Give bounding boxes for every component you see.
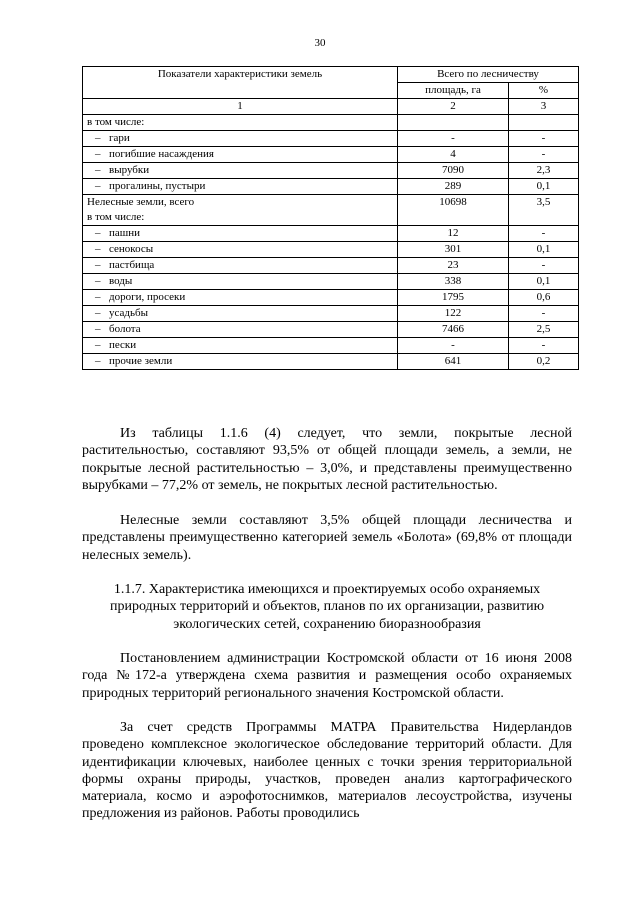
table-row (83, 195, 579, 226)
percent-cell: 0,1 (509, 179, 579, 195)
row-label-cell (83, 195, 398, 226)
area-cell: - (398, 338, 509, 354)
area-cell: 23 (398, 258, 509, 274)
area-cell: 122 (398, 306, 509, 322)
row-label: пески (109, 339, 137, 351)
row-label-cell (83, 354, 398, 370)
percent-cell: - (509, 226, 579, 242)
table-header-row (83, 67, 579, 83)
percent-cell: 2,5 (509, 322, 579, 338)
row-label: сенокосы (109, 243, 154, 255)
row-label: погибшие насаждения (109, 148, 214, 160)
paragraph-3: Постановлением администрации Костромской области от 16 июня 2008 года №172-а утверждена схема развития и размещения особо охраняемых природных территорий регионального значения Костромской области. (82, 651, 572, 701)
row-label: в том числе: (87, 116, 145, 128)
row-label: болота (109, 323, 141, 335)
row-label: прочие земли (109, 355, 173, 367)
area-cell: - (398, 131, 509, 147)
dash-marker: – (95, 323, 101, 335)
percent-cell: 3,5 (509, 195, 579, 226)
paragraph-4: За счет средств Программы МАТРА Правительства Нидерландов проведено комплексное экологическое обследование территорий области. Для идентификации ключевых, наиболее ценных с точки зрения территориальной формы охраны природы, участков, проведен анализ картографического материала, космо и аэрофотоснимков, материалов лесоустройства, изучены предложения из районов. Работы проводились (82, 720, 572, 822)
paragraph-2: Нелесные земли составляют 3,5% общей площади лесничества и представлены преимущественно категорией земель «Болота» (69,8% от площади нелесных земель). (82, 513, 572, 563)
dash-marker: – (95, 307, 101, 319)
row-label-cell (83, 242, 398, 258)
row-label-continued: в том числе: (87, 211, 145, 223)
table-row (83, 242, 579, 258)
row-label: пастбища (109, 259, 155, 271)
table-row (83, 290, 579, 306)
header-percent: % (509, 83, 579, 99)
percent-cell: 0,1 (509, 242, 579, 258)
percent-cell: 0,2 (509, 354, 579, 370)
area-cell: 301 (398, 242, 509, 258)
row-label-cell (83, 131, 398, 147)
area-cell: 7466 (398, 322, 509, 338)
dash-marker: – (95, 164, 101, 176)
dash-marker: – (95, 243, 101, 255)
row-label-cell (83, 115, 398, 131)
row-label-cell (83, 147, 398, 163)
area-cell: 1795 (398, 290, 509, 306)
header-indicators: Показатели характеристики земель (83, 67, 398, 99)
row-label-cell (83, 226, 398, 242)
percent-cell (509, 115, 579, 131)
row-label-cell (83, 290, 398, 306)
dash-marker: – (95, 180, 101, 192)
row-label-cell (83, 274, 398, 290)
row-label: вырубки (109, 164, 150, 176)
land-table (82, 66, 579, 370)
dash-marker: – (95, 339, 101, 351)
row-label: воды (109, 275, 133, 287)
table-row (83, 163, 579, 179)
dash-marker: – (95, 259, 101, 271)
row-label: дороги, просеки (109, 291, 186, 303)
percent-cell: - (509, 306, 579, 322)
dash-marker: – (95, 132, 101, 144)
percent-cell: 0,1 (509, 274, 579, 290)
area-cell: 338 (398, 274, 509, 290)
dash-marker: – (95, 148, 101, 160)
row-label: прогалины, пустыри (109, 180, 206, 192)
dash-marker: – (95, 227, 101, 239)
table-row (83, 258, 579, 274)
page-number: 30 (314, 37, 326, 49)
row-label-cell (83, 338, 398, 354)
row-label-cell (83, 258, 398, 274)
area-cell: 7090 (398, 163, 509, 179)
table-row (83, 147, 579, 163)
table-row (83, 115, 579, 131)
table-row (83, 131, 579, 147)
row-label: усадьбы (109, 307, 148, 319)
table-row (83, 179, 579, 195)
table-row (83, 226, 579, 242)
percent-cell: - (509, 147, 579, 163)
percent-cell: - (509, 131, 579, 147)
table-row (83, 354, 579, 370)
area-cell: 10698 (398, 195, 509, 226)
row-label-cell (83, 179, 398, 195)
col-num: 3 (509, 99, 579, 115)
table-row (83, 338, 579, 354)
dash-marker: – (95, 275, 101, 287)
percent-cell: - (509, 258, 579, 274)
table-row (83, 322, 579, 338)
row-label-cell (83, 163, 398, 179)
percent-cell: 2,3 (509, 163, 579, 179)
area-cell: 12 (398, 226, 509, 242)
row-label: гари (109, 132, 130, 144)
dash-marker: – (95, 355, 101, 367)
dash-marker: – (95, 291, 101, 303)
table-row (83, 306, 579, 322)
table-colnum-row (83, 99, 579, 115)
col-num: 2 (398, 99, 509, 115)
table-row (83, 274, 579, 290)
paragraph-1: Из таблицы 1.1.6 (4) следует, что земли, покрытые лесной растительностью, составляют 93,5% от общей площади земель, а земли, не покрытые лесной растительностью – 3,0%, и представлены преимущественно вырубками – 77,2% от земель, не покрытых лесной растительностью. (82, 426, 572, 493)
percent-cell: 0,6 (509, 290, 579, 306)
section-heading: 1.1.7. Характеристика имеющихся и проектируемых особо охраняемых природных территорий и объектов, планов по их организации, развитию экологических сетей, сохранению биоразнообразия (109, 582, 545, 632)
header-total-forestry: Всего по лесничеству (398, 67, 579, 83)
area-cell: 4 (398, 147, 509, 163)
header-area: площадь, га (398, 83, 509, 99)
row-label: Нелесные земли, всего (87, 196, 195, 208)
area-cell: 641 (398, 354, 509, 370)
row-label-cell (83, 306, 398, 322)
row-label: пашни (109, 227, 141, 239)
row-label-cell (83, 322, 398, 338)
area-cell (398, 115, 509, 131)
col-num: 1 (83, 99, 398, 115)
area-cell: 289 (398, 179, 509, 195)
percent-cell: - (509, 338, 579, 354)
